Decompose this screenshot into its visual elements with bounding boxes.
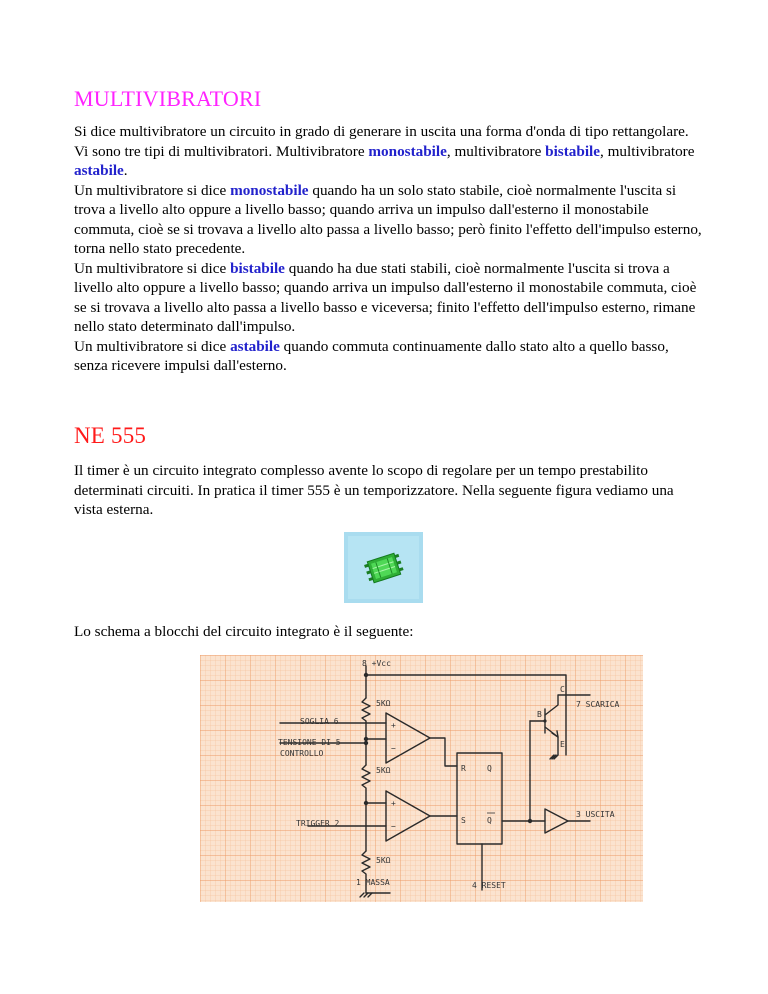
label-vcc: 8 +Vcc [362,659,391,668]
monostabile-text-b: quando ha un solo stato stabile, cioè normalmente l'uscita si trova a livello alto oppure a livello basso; quando arriva un impulso dall'esterno il monostabile commuta, cioè se si trovava a livello alto passa a livello basso; però finito l'effetto dell'impulso esterno, torna nello stato precedente. [74,181,702,257]
multivibratori-paragraph [74,122,704,376]
bistabile-text-a: Un multivibratore si dice [74,259,231,277]
label-r2: 5KΩ [376,766,391,775]
intro-text: Si dice multivibratore un circuito in grado di generare in uscita una forma d'onda di tipo rettangolare. Vi sono tre tipi di multivibratori. Multivibratore [74,123,689,160]
label-ff-q: Q [487,764,492,773]
astabile-text-b: quando commuta continuamente dallo stato alto a quello basso, senza ricevere impulsi dall'esterno. [74,337,669,374]
keyword-monostabile: monostabile [368,142,447,160]
label-op2-minus: − [391,822,396,831]
label-reset: 4 RESET [472,881,506,890]
label-op1-minus: − [391,744,396,753]
keyword-astabile-2: astabile [230,337,280,355]
bistabile-text-b: quando ha due stati stabili, cioè normalmente l'uscita si trova a livello alto oppure a livello basso; quando arriva un impulso dall'esterno il monostabile commuta, cioè se si trovava a livello alto passa a livello basso e viceversa; finito l'effetto dell'impulso esterno, rimane nello stato determinato dall'impulso. [74,259,697,335]
label-ff-r: R [461,764,466,773]
label-scarica: 7 SCARICA [576,700,620,709]
keyword-bistabile: bistabile [545,142,600,160]
block-diagram-caption: Lo schema a blocchi del circuito integrato è il seguente: [74,623,414,640]
intro-text-4: . [123,162,128,179]
astabile-text-a: Un multivibratore si dice [74,337,231,355]
label-trigger: TRIGGER 2 [296,819,340,828]
label-op2-plus: + [391,799,396,808]
label-tr-b: B [537,710,542,719]
ne555-chip-photo [344,532,423,603]
label-massa: 1 MASSA [356,878,390,887]
intro-text-3: , multivibratore [600,142,695,160]
keyword-monostabile-2: monostabile [230,181,309,199]
label-ff-qbar: Q [487,816,492,825]
label-r1: 5KΩ [376,699,391,708]
section-title-multivibratori: MULTIVIBRATORI [74,86,262,111]
label-tr-e: E [560,740,565,749]
ne555-block-diagram [200,655,643,902]
label-tr-c: C [560,685,565,694]
label-op1-plus: + [391,721,396,730]
section-title-ne555: NE 555 [74,423,147,448]
label-controllo: CONTROLLO [280,749,324,758]
keyword-bistabile-2: bistabile [230,259,285,277]
label-uscita: 3 USCITA [576,810,615,819]
label-soglia: SOGLIA 6 [300,717,339,726]
ne555-paragraph: Il timer è un circuito integrato complesso avente lo scopo di regolare per un tempo prestabilito determinati circuiti. In pratica il timer 555 è un temporizzatore. Nella seguente figura vediamo una vista esterna. [74,462,674,518]
label-tensione: TENSIONE DI 5 [278,738,341,747]
label-r3: 5KΩ [376,856,391,865]
label-ff-s: S [461,816,466,825]
intro-text-2: , multivibratore [446,142,546,160]
keyword-astabile: astabile [74,162,124,179]
monostabile-text-a: Un multivibratore si dice [74,181,231,199]
